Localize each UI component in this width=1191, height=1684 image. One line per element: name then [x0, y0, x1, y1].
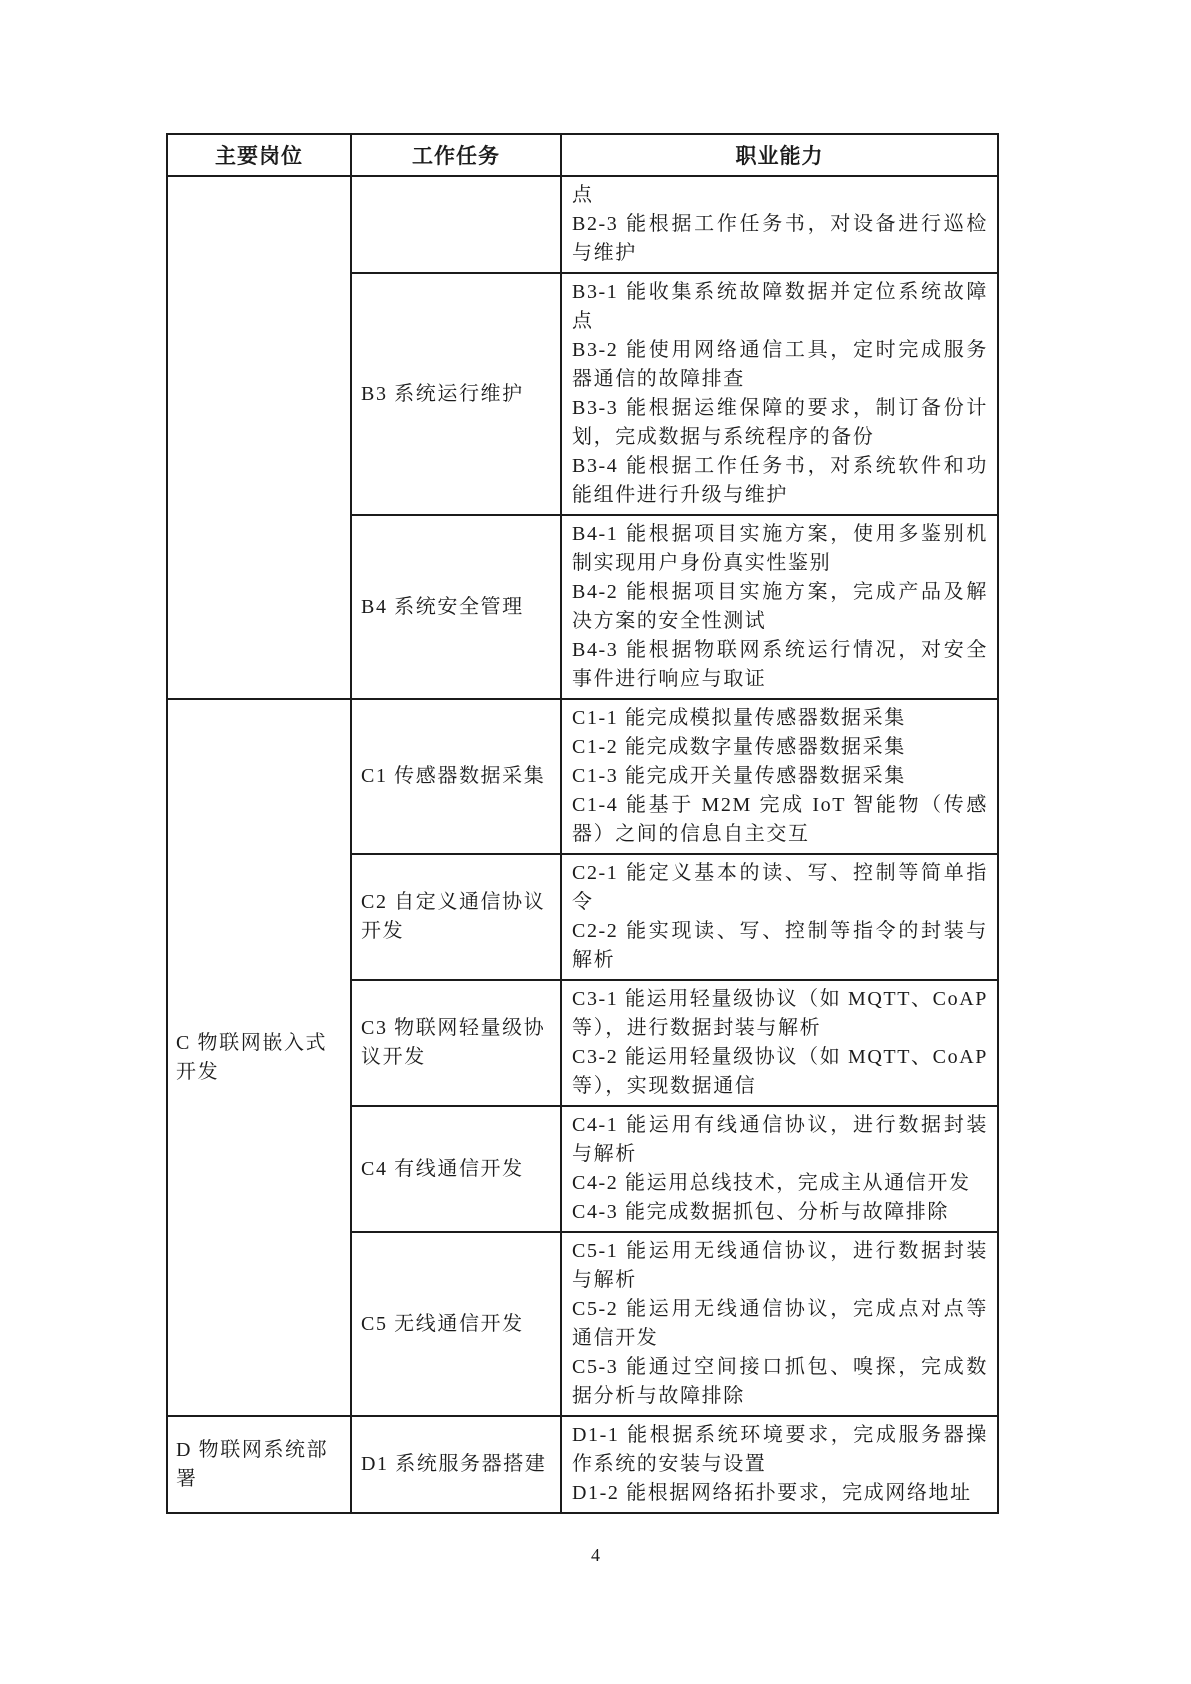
ability-item: B3-1 能收集系统故障数据并定位系统故障点: [572, 281, 988, 332]
task-cell: C3 物联网轻量级协议开发: [351, 980, 561, 1106]
ability-item: C3-1 能运用轻量级协议（如 MQTT、CoAP 等），进行数据封装与解析: [572, 988, 988, 1039]
ability-item: C2-1 能定义基本的读、写、控制等简单指令: [572, 862, 988, 913]
ability-item: C5-1 能运用无线通信协议，进行数据封装与解析: [572, 1240, 988, 1291]
ability-item: D1-2 能根据网络拓扑要求，完成网络地址: [572, 1482, 972, 1504]
ability-item: C4-3 能完成数据抓包、分析与故障排除: [572, 1201, 949, 1223]
ability-item: C4-2 能运用总线技术，完成主从通信开发: [572, 1172, 971, 1194]
position-cell: C 物联网嵌入式开发: [167, 699, 351, 1416]
ability-item: C1-3 能完成开关量传感器数据采集: [572, 765, 906, 787]
ability-item: C5-2 能运用无线通信协议，完成点对点等通信开发: [572, 1298, 988, 1349]
position-cell: [167, 176, 351, 699]
abilities-cell: [561, 1416, 998, 1513]
abilities-cell: [561, 273, 998, 515]
ability-item: B3-3 能根据运维保障的要求，制订备份计划，完成数据与系统程序的备份: [572, 397, 988, 448]
ability-item: D1-1 能根据系统环境要求，完成服务器操作系统的安装与设置: [572, 1424, 988, 1475]
ability-item: B4-2 能根据项目实施方案，完成产品及解决方案的安全性测试: [572, 581, 988, 632]
ability-item: C1-4 能基于 M2M 完成 IoT 智能物（传感器）之间的信息自主交互: [572, 794, 988, 845]
abilities-cell: [561, 854, 998, 980]
ability-item: B3-4 能根据工作任务书，对系统软件和功能组件进行升级与维护: [572, 455, 988, 506]
table-row: [167, 699, 998, 854]
ability-item: B4-3 能根据物联网系统运行情况，对安全事件进行响应与取证: [572, 639, 988, 690]
table-body: [167, 176, 998, 1513]
abilities-cell: [561, 1232, 998, 1416]
task-cell: B3 系统运行维护: [351, 273, 561, 515]
ability-item: B3-2 能使用网络通信工具，定时完成服务器通信的故障排查: [572, 339, 988, 390]
header-work-task: 工作任务: [351, 134, 561, 176]
ability-item: 点: [572, 184, 594, 206]
ability-item: B4-1 能根据项目实施方案，使用多鉴别机制实现用户身份真实性鉴别: [572, 523, 988, 574]
job-competency-table: [166, 133, 999, 1514]
position-cell: D 物联网系统部署: [167, 1416, 351, 1513]
abilities-cell: [561, 1106, 998, 1232]
ability-item: B2-3 能根据工作任务书，对设备进行巡检与维护: [572, 213, 988, 264]
task-cell: D1 系统服务器搭建: [351, 1416, 561, 1513]
task-cell: C2 自定义通信协议开发: [351, 854, 561, 980]
header-row: [167, 134, 998, 176]
table-row: [167, 1416, 998, 1513]
ability-item: C5-3 能通过空间接口抓包、嗅探，完成数据分析与故障排除: [572, 1356, 988, 1407]
abilities-cell: [561, 699, 998, 854]
task-cell: C4 有线通信开发: [351, 1106, 561, 1232]
abilities-cell: [561, 980, 998, 1106]
ability-item: C3-2 能运用轻量级协议（如 MQTT、CoAP 等），实现数据通信: [572, 1046, 988, 1097]
ability-item: C4-1 能运用有线通信协议，进行数据封装与解析: [572, 1114, 988, 1165]
task-cell: C1 传感器数据采集: [351, 699, 561, 854]
ability-item: C2-2 能实现读、写、控制等指令的封装与解析: [572, 920, 988, 971]
abilities-cell: [561, 176, 998, 273]
ability-item: C1-2 能完成数字量传感器数据采集: [572, 736, 906, 758]
page-number: 4: [591, 1545, 600, 1565]
abilities-cell: [561, 515, 998, 699]
header-main-position: 主要岗位: [167, 134, 351, 176]
header-vocational-ability: 职业能力: [561, 134, 998, 176]
task-cell: B4 系统安全管理: [351, 515, 561, 699]
task-cell: C5 无线通信开发: [351, 1232, 561, 1416]
task-cell: [351, 176, 561, 273]
ability-item: C1-1 能完成模拟量传感器数据采集: [572, 707, 906, 729]
table-row: [167, 176, 998, 273]
